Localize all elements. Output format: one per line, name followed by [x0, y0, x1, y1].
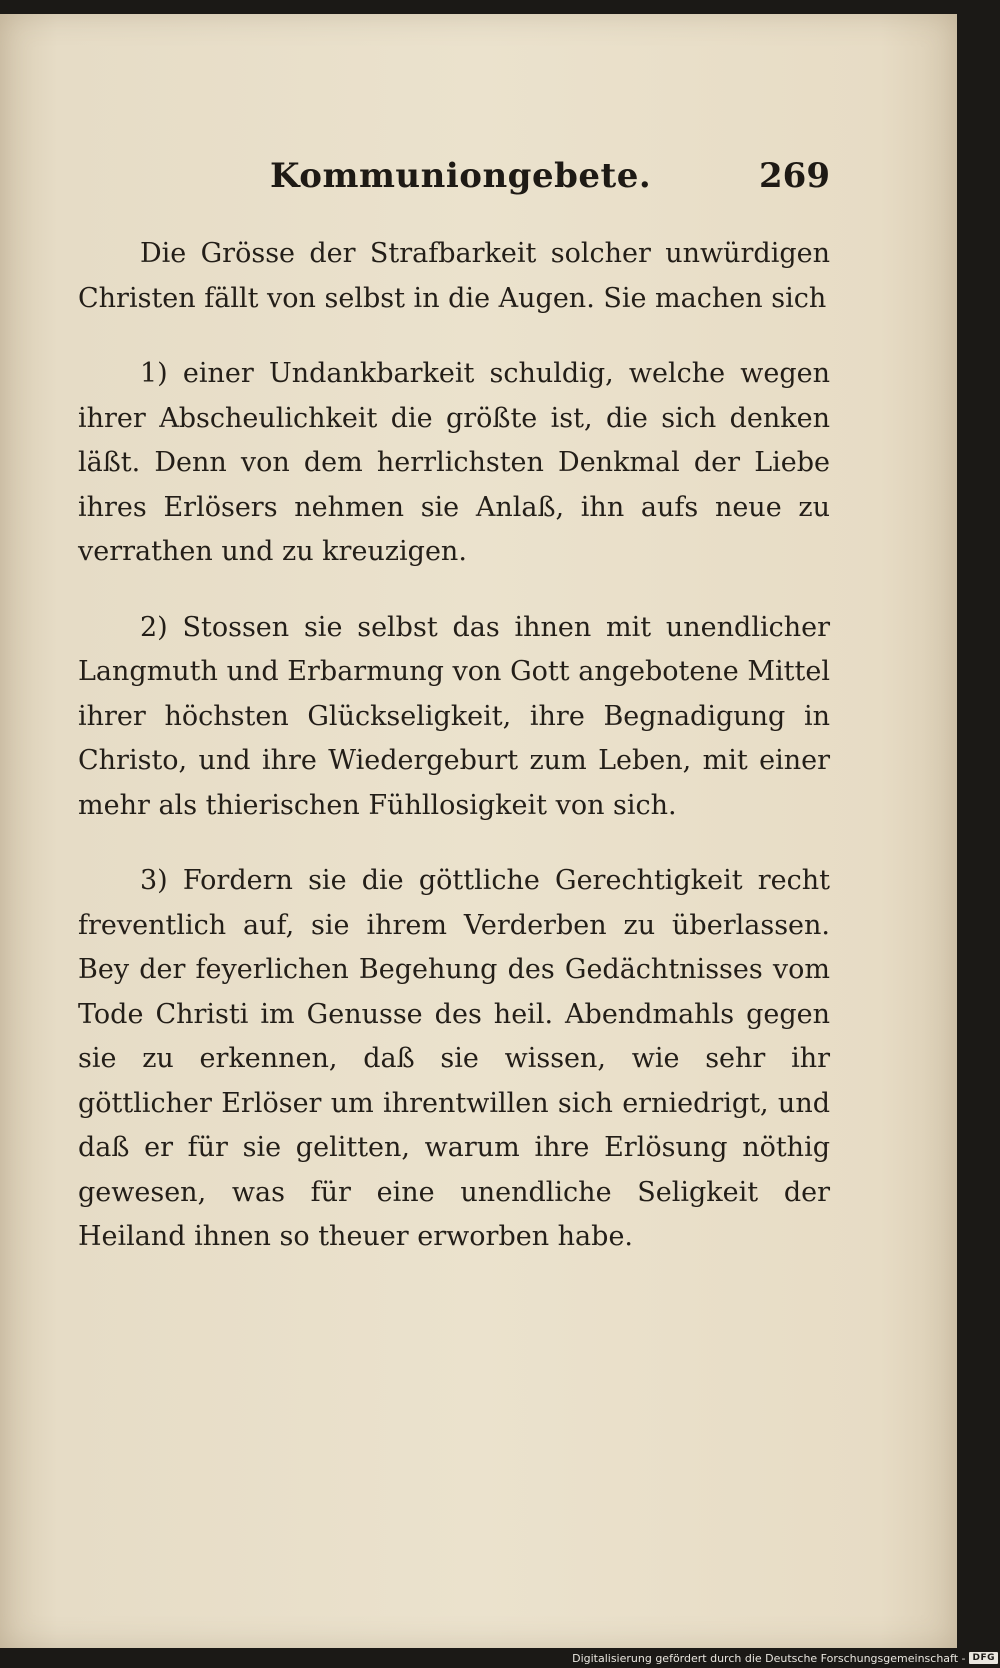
- paragraph-point-2: 2) Stossen sie selbst das ihnen mit unendlicher Langmuth und Erbarmung von Gott angebotene Mittel ihrer höchsten Glückseligkeit, ihre Begnadigung in Christo, und ihre Wiedergeburt zum Leben, mit einer mehr als thierischen Fühllosigkeit von sich.: [78, 611, 830, 821]
- body-text: [78, 232, 830, 1260]
- paragraph-intro: Die Grösse der Strafbarkeit solcher unwürdigen Christen fällt von selbst in die Augen. Sie machen sich: [78, 238, 830, 314]
- book-page: [0, 14, 957, 1648]
- running-head: [270, 156, 830, 206]
- running-title: Kommuniongebete.: [270, 156, 652, 196]
- dfg-logo-icon: DFG: [969, 1652, 998, 1664]
- credit-text: Digitalisierung gefördert durch die Deutsche Forschungsgemeinschaft -: [572, 1651, 966, 1665]
- page-number: 269: [759, 156, 830, 196]
- digitization-credit: [572, 1650, 998, 1666]
- paragraph-point-1: 1) einer Undankbarkeit schuldig, welche wegen ihrer Abscheulichkeit die größte ist, die sich denken läßt. Denn von dem herrlichsten Denkmal der Liebe ihres Erlösers nehmen sie Anlaß, ihn aufs neue zu verrathen und zu kreuzigen.: [78, 358, 830, 567]
- paragraph-point-3: 3) Fordern sie die göttliche Gerechtigkeit recht freventlich auf, sie ihrem Verderben zu überlassen. Bey der feyerlichen Begehung des Gedächtnisses vom Tode Christi im Genusse des heil. Abendmahls gegen sie zu erkennen, daß sie wissen, wie sehr ihr göttlicher Erlöser um ihrentwillen sich erniedrigt, und daß er für sie gelitten, warum ihre Erlösung nöthig gewesen, was für eine unendliche Seligkeit der Heiland ihnen so theuer erworben habe.: [78, 865, 830, 1252]
